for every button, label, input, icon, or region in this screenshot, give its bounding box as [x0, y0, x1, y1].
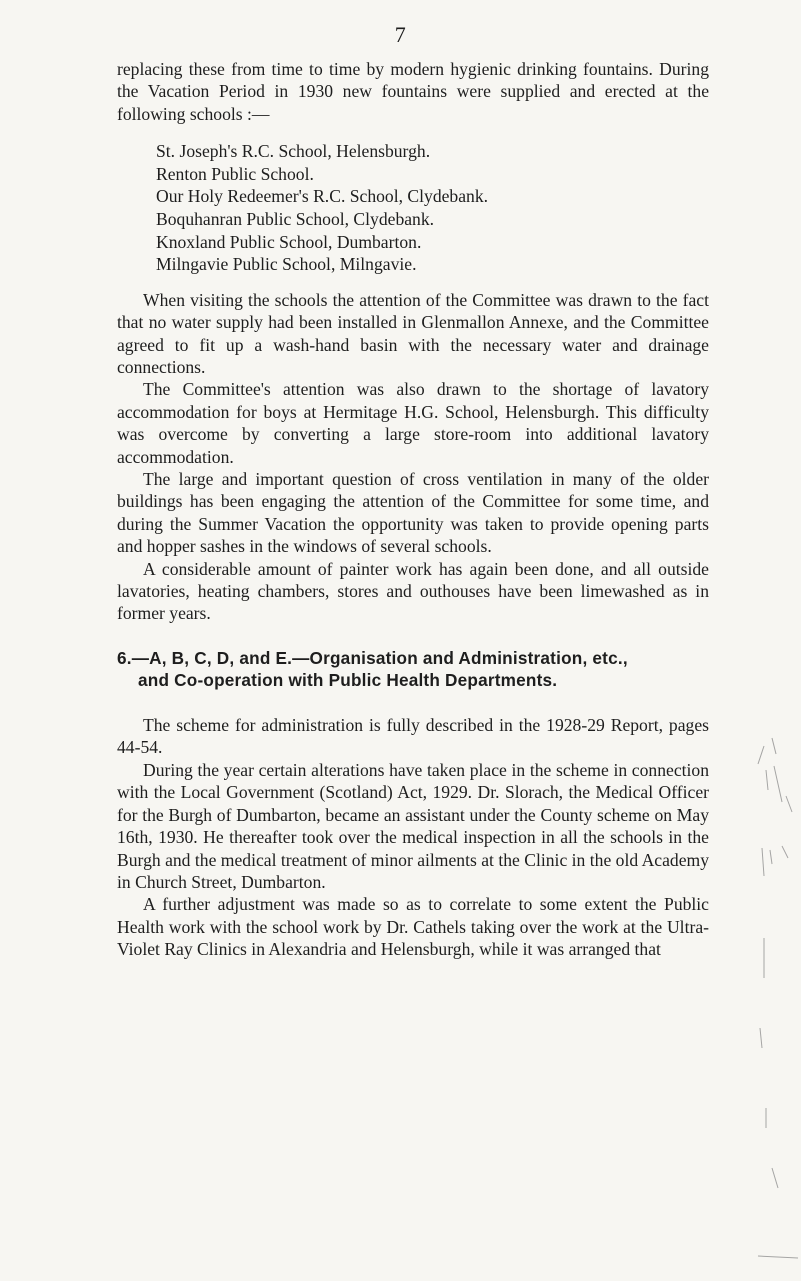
- school-list-item: St. Joseph's R.C. School, Helensburgh.: [156, 141, 431, 162]
- paragraph-alterations: During the year certain alterations have taken place in the scheme in connection with the Local Government (Scotland) Act, 1929. Dr. Slorach, the Medical Officer for the Burgh of Dumbarton, became an assistant under the County scheme on May 16th, 1930. He thereafter took over the medical inspection in all the schools in the Burgh and the medical treatment of minor ailments at the Clinic in the old Academy in Church Street, Dumbarton.: [117, 759, 709, 892]
- paragraph-painter-work: A considerable amount of painter work has again been done, and all outside lavatories, heating chambers, stores and outhouses have been limewashed as in former years.: [117, 558, 709, 624]
- paragraph-further-adjustment: A further adjustment was made so as to correlate to some extent the Public Health work with the school work by Dr. Cathels taking over the work at the Ultra-Violet Ray Clinics in Alexandria and Helensburgh, while it was arranged that: [117, 894, 709, 960]
- school-list-item: Knoxland Public School, Dumbarton.: [156, 231, 422, 252]
- section-heading: [117, 647, 709, 692]
- paragraph-scheme-description: The scheme for administration is fully described in the 1928-29 Report, pages 44-54.: [117, 715, 709, 758]
- school-list: [117, 140, 709, 276]
- school-list-item: Our Holy Redeemer's R.C. School, Clydebank.: [156, 186, 489, 207]
- page-number: 7: [394, 22, 407, 47]
- school-list-item: Renton Public School.: [156, 163, 314, 184]
- page-body: [117, 58, 709, 961]
- school-list-item: Milngavie Public School, Milngavie.: [156, 254, 417, 275]
- intro-paragraph: replacing these from time to time by modern hygienic drinking fountains. During the Vacation Period in 1930 new fountains were supplied and erected at the following schools :—: [117, 59, 709, 124]
- section-heading-line2: and Co-operation with Public Health Departments.: [138, 670, 558, 691]
- margin-pencil-marks: [752, 728, 801, 1278]
- section-heading-line1: 6.—A, B, C, D, and E.—Organisation and Administration, etc.,: [117, 647, 628, 668]
- school-list-item: Boquhanran Public School, Clydebank.: [156, 209, 435, 229]
- paragraph-lavatory-accommodation: The Committee's attention was also drawn to the shortage of lavatory accommodation for boys at Hermitage H.G. School, Helensburgh. This difficulty was overcome by converting a large store-room into additional lavatory accommodation.: [117, 379, 709, 467]
- paragraph-water-supply: When visiting the schools the attention of the Committee was drawn to the fact that no water supply had been installed in Glenmallon Annexe, and the Committee agreed to fit up a wash-hand basin with the necessary water and drainage connections.: [117, 289, 709, 377]
- paragraph-cross-ventilation: The large and important question of cross ventilation in many of the older buildings has been engaging the attention of the Committee for some time, and during the Summer Vacation the opportunity was taken to provide opening parts and hopper sashes in the windows of several schools.: [117, 469, 709, 557]
